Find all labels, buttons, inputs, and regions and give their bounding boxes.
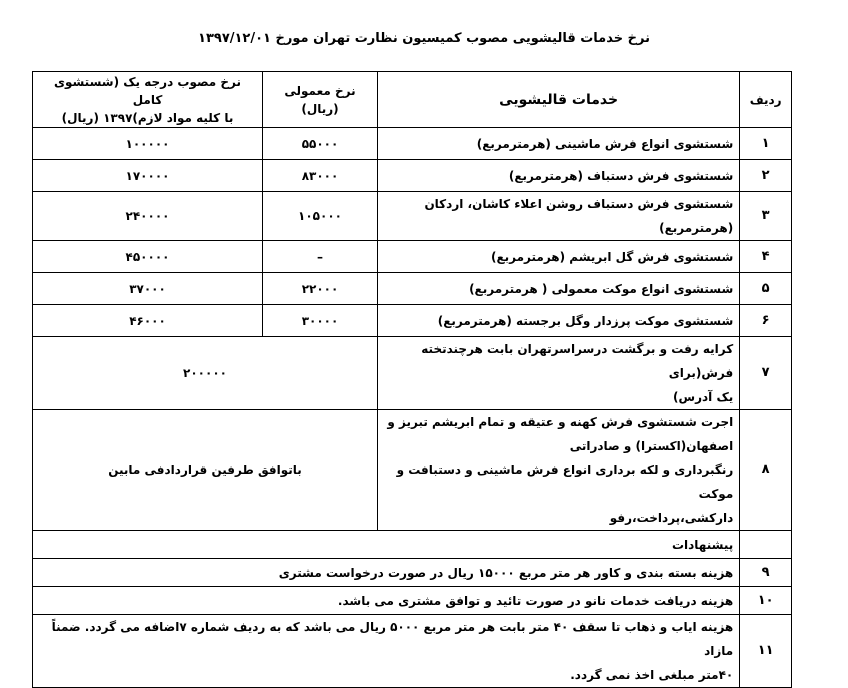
table-cell: ۲۰۰۰۰۰ (33, 337, 378, 410)
cell-line: هزینه ایاب و ذهاب تا سقف ۴۰ متر بابت هر متر مربع ۵۰۰۰ ریال می باشد که به ردیف شماره ۷اضافه می گردد. ضمناً مازاد (51, 620, 734, 658)
cell-line: دارکشی،پرداخت،رفو (609, 511, 734, 525)
table-cell: ۴۶۰۰۰ (33, 305, 263, 337)
table-cell: شستشوی انواع موکت معمولی ( هرمترمربع) (378, 273, 740, 305)
table-cell: ۴ (740, 241, 792, 273)
table-cell: ۱ (740, 128, 792, 160)
table-row (33, 192, 792, 241)
table-cell (378, 337, 740, 410)
table-cell: ۱۷۰۰۰۰ (33, 160, 263, 192)
table-cell: شستشوی فرش دستباف (هرمترمربع) (378, 160, 740, 192)
table-cell: ۵۵۰۰۰ (263, 128, 378, 160)
cell-line: اجرت شستشوی فرش کهنه و عتیقه و تمام ابریشم تبریز و (387, 415, 734, 429)
table-cell: ۸ (740, 410, 792, 531)
table-cell: ۳ (740, 192, 792, 241)
table-cell: ۳۰۰۰۰ (263, 305, 378, 337)
cell-line: نرخ معمولی (284, 83, 356, 98)
table-row (33, 128, 792, 160)
cell-line: کرایه رفت و برگشت درسراسرتهران بابت هرچندتخته فرش(برای (421, 342, 734, 380)
table-cell: ۹ (740, 559, 792, 587)
price-table (32, 71, 792, 688)
table-header-row (33, 72, 792, 128)
table-row (33, 305, 792, 337)
header-normal-rate (263, 72, 378, 128)
cell-line: اصفهان(اکسترا) و صادراتی (569, 439, 734, 453)
header-approved-rate (33, 72, 263, 128)
table-cell: شستشوی فرش دستباف روشن اعلاء کاشان، اردکان (هرمترمربع) (378, 192, 740, 241)
table-row (33, 410, 792, 531)
table-row (33, 337, 792, 410)
cell-line: با کلیه مواد لازم)۱۳۹۷ (ریال) (61, 110, 234, 125)
table-cell: – (263, 241, 378, 273)
header-service: خدمات قالیشویی (378, 72, 740, 128)
table-cell: شستشوی موکت پرزدار وگل برجسته (هرمترمربع) (378, 305, 740, 337)
table-cell: ۲۴۰۰۰۰ (33, 192, 263, 241)
table-cell: ۸۳۰۰۰ (263, 160, 378, 192)
table-cell: باتوافق طرفین قراردادفی مابین (33, 410, 378, 531)
table-cell (33, 615, 740, 688)
table-row (33, 587, 792, 615)
table-cell: شستشوی انواع فرش ماشینی (هرمترمربع) (378, 128, 740, 160)
table-cell: ۲ (740, 160, 792, 192)
table-cell: ۵ (740, 273, 792, 305)
table-cell: هزینه بسته بندی و کاور هر متر مربع ۱۵۰۰۰ ریال در صورت درخواست مشتری (33, 559, 740, 587)
table-cell: شستشوی فرش گل ابریشم (هرمترمربع) (378, 241, 740, 273)
table-cell: ۱۱ (740, 615, 792, 688)
cell-line: ۴۰متر مبلغی اخذ نمی گردد. (570, 668, 734, 682)
cell-line: (ریال) (301, 101, 339, 116)
table-row (33, 241, 792, 273)
header-row-number: ردیف (740, 72, 792, 128)
table-row-suggestions (33, 531, 792, 559)
table-cell: هزینه دریافت خدمات نانو در صورت تائید و توافق مشتری می باشد. (33, 587, 740, 615)
table-row (33, 273, 792, 305)
table-row (33, 559, 792, 587)
cell-line: رنگبرداری و لکه برداری انواع فرش ماشینی و دستبافت و موکت (396, 463, 734, 501)
table-cell: ۱۰ (740, 587, 792, 615)
table-cell (378, 410, 740, 531)
table-row (33, 615, 792, 688)
table-cell: ۶ (740, 305, 792, 337)
table-cell: پیشنهادات (33, 531, 740, 559)
table-cell (740, 531, 792, 559)
table-row (33, 160, 792, 192)
table-cell: ۱۰۰۰۰۰ (33, 128, 263, 160)
table-cell: ۳۷۰۰۰ (33, 273, 263, 305)
table-cell: ۱۰۵۰۰۰ (263, 192, 378, 241)
document-title: نرخ خدمات قالیشویی مصوب کمیسیون نظارت تهران مورخ ۱۳۹۷/۱۲/۰۱ (198, 31, 650, 46)
cell-line: نرخ مصوب درجه یک (شستشوی کامل (53, 74, 242, 107)
table-cell: ۲۲۰۰۰ (263, 273, 378, 305)
table-cell: ۴۵۰۰۰۰ (33, 241, 263, 273)
cell-line: یک آدرس) (673, 390, 734, 404)
table-cell: ۷ (740, 337, 792, 410)
